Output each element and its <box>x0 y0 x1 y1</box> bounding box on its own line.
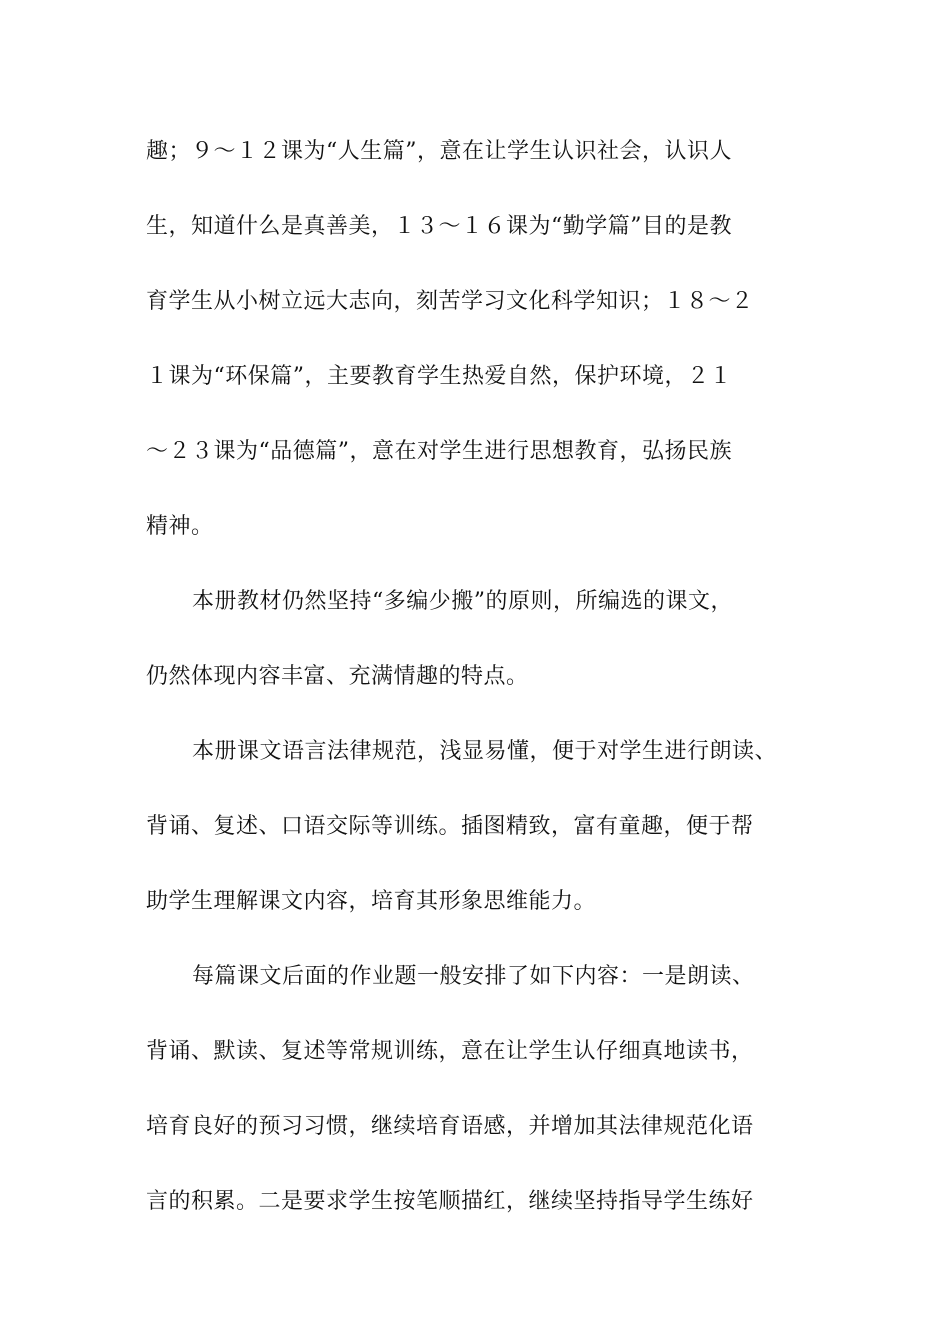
text-line: 育学生从小树立远大志向，刻苦学习文化科学知识；１８～２ <box>146 289 754 314</box>
paragraph-start-line: 每篇课文后面的作业题一般安排了如下内容：一是朗读、 <box>192 964 755 989</box>
text-line: 培育良好的预习习惯，继续培育语感，并增加其法律规范化语 <box>146 1114 754 1139</box>
text-line: 趣；９～１２课为“人生篇”，意在让学生认识社会，认识人 <box>146 139 732 164</box>
text-line: 仍然体现内容丰富、充满情趣的特点。 <box>146 664 529 689</box>
text-line: 背诵、复述、口语交际等训练。插图精致，富有童趣，便于帮 <box>146 814 754 839</box>
paragraph-start-line: 本册课文语言法律规范，浅显易懂，便于对学生进行朗读、 <box>192 739 778 764</box>
text-line: ～２３课为“品德篇”，意在对学生进行思想教育，弘扬民族 <box>146 439 732 464</box>
text-line: １课为“环保篇”，主要教育学生热爱自然，保护环境，２１ <box>146 364 732 389</box>
text-line: 言的积累。二是要求学生按笔顺描红，继续坚持指导学生练好 <box>146 1189 754 1214</box>
text-line: 生，知道什么是真善美，１３～１６课为“勤学篇”目的是教 <box>146 214 732 239</box>
text-line: 助学生理解课文内容，培育其形象思维能力。 <box>146 889 597 914</box>
text-line: 精神。 <box>146 514 214 539</box>
body-text <box>146 130 806 1255</box>
paragraph-start-line: 本册教材仍然坚持“多编少搬”的原则，所编选的课文， <box>192 589 733 614</box>
text-line: 背诵、默读、复述等常规训练，意在让学生认仔细真地读书， <box>146 1039 754 1064</box>
